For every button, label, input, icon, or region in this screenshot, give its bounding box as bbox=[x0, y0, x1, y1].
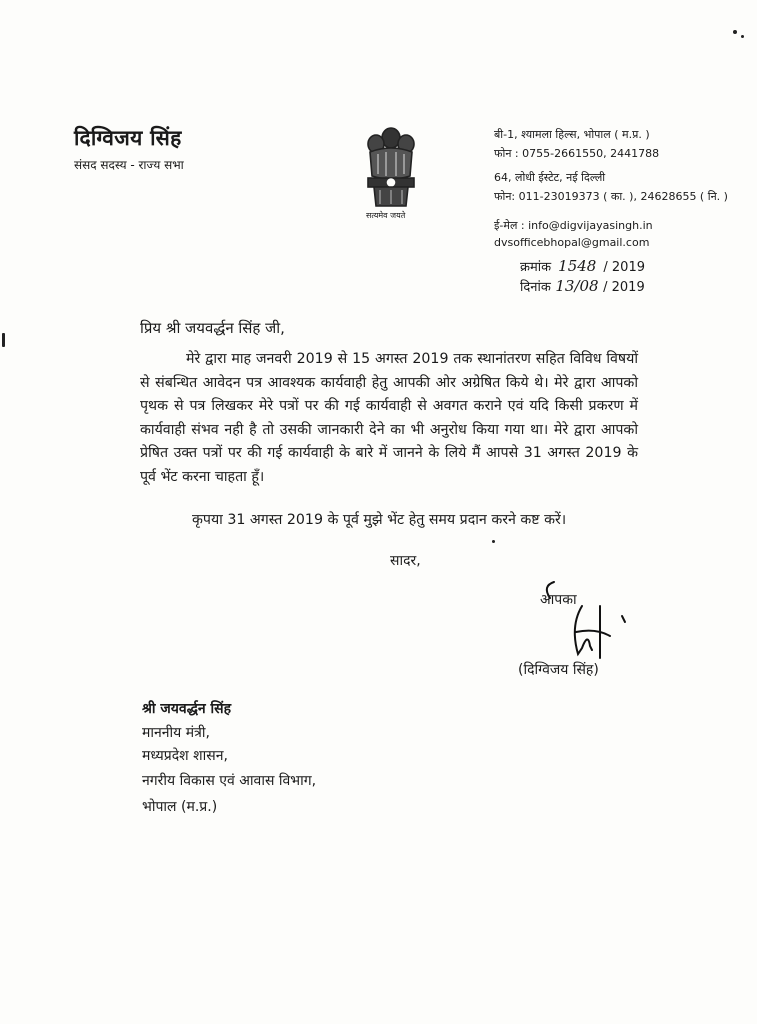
closing-regards: सादर, bbox=[390, 553, 421, 569]
reference-date-year: / 2019 bbox=[603, 280, 645, 295]
reference-number bbox=[520, 257, 645, 275]
salutation: प्रिय श्री जयवर्द्धन सिंह जी, bbox=[140, 319, 285, 337]
scan-mark bbox=[492, 540, 495, 543]
recipient-line-4: भोपाल (म.प्र.) bbox=[142, 799, 218, 815]
reference-date-value: 13/08 bbox=[555, 277, 599, 295]
address-line-2: फोन : 0755-2661550, 2441788 bbox=[494, 147, 660, 160]
recipient-line-1: माननीय मंत्री, bbox=[142, 725, 210, 741]
address-line-1: बी-1, श्यामला हिल्स, भोपाल ( म.प्र. ) bbox=[494, 128, 650, 141]
reference-number-label: क्रमांक bbox=[520, 260, 552, 275]
reference-date bbox=[520, 277, 645, 295]
signature-aapka: आपका bbox=[540, 592, 577, 608]
emblem-motto: सत्यमेव जयते bbox=[366, 211, 406, 220]
reference-number-year: / 2019 bbox=[603, 260, 645, 275]
sender-title: संसद सदस्य - राज्य सभा bbox=[74, 158, 184, 172]
scan-mark bbox=[2, 333, 5, 347]
national-emblem-icon bbox=[356, 124, 426, 224]
email-line-2: dvsofficebhopal@gmail.com bbox=[494, 236, 650, 249]
letter-paragraph: मेरे द्वारा माह जनवरी 2019 से 15 अगस्त 2019 तक स्थानांतरण सहित विविध विषयों से संबन्धित आवेदन पत्र आवश्यक कार्यवाही हेतु आपकी ओर अग्रेषित किये थे। मेरे द्वारा आपको पृथक से पत्र लिखकर मेरे पत्रों पर की गई कार्यवाही से अवगत कराने एवं यदि किसी प्रकरण में कार्यवाही संभव नही है तो उसकी जानकारी देने का भी अनुरोध किया गया था। मेरे द्वारा आपको प्रेषित उक्त पत्रों पर की गई कार्यवाही के बारे में जानने के लिये मैं आपसे 31 अगस्त 2019 के पूर्व भेंट करना चाहता हूँ। bbox=[140, 351, 638, 485]
recipient-name: श्री जयवर्द्धन सिंह bbox=[142, 701, 232, 717]
address-line-4: फोन: 011-23019373 ( का. ), 24628655 ( नि. ) bbox=[494, 190, 728, 203]
address-line-3: 64, लोधी ईस्टेट, नई दिल्ली bbox=[494, 171, 606, 184]
scan-mark bbox=[733, 30, 737, 34]
sender-name: दिग्विजय सिंह bbox=[74, 126, 182, 150]
scan-mark bbox=[741, 35, 744, 38]
recipient-line-3: नगरीय विकास एवं आवास विभाग, bbox=[142, 773, 317, 789]
request-line: कृपया 31 अगस्त 2019 के पूर्व मुझे भेंट हेतु समय प्रदान करने कष्ट करें। bbox=[192, 512, 567, 528]
recipient-line-2: मध्यप्रदेश शासन, bbox=[142, 748, 228, 764]
email-line-1: ई-मेल : info@digvijayasingh.in bbox=[494, 219, 653, 232]
reference-date-label: दिनांक bbox=[520, 280, 551, 295]
signer-name: (दिग्विजय सिंह) bbox=[518, 662, 599, 678]
reference-number-value: 1548 bbox=[558, 257, 597, 275]
